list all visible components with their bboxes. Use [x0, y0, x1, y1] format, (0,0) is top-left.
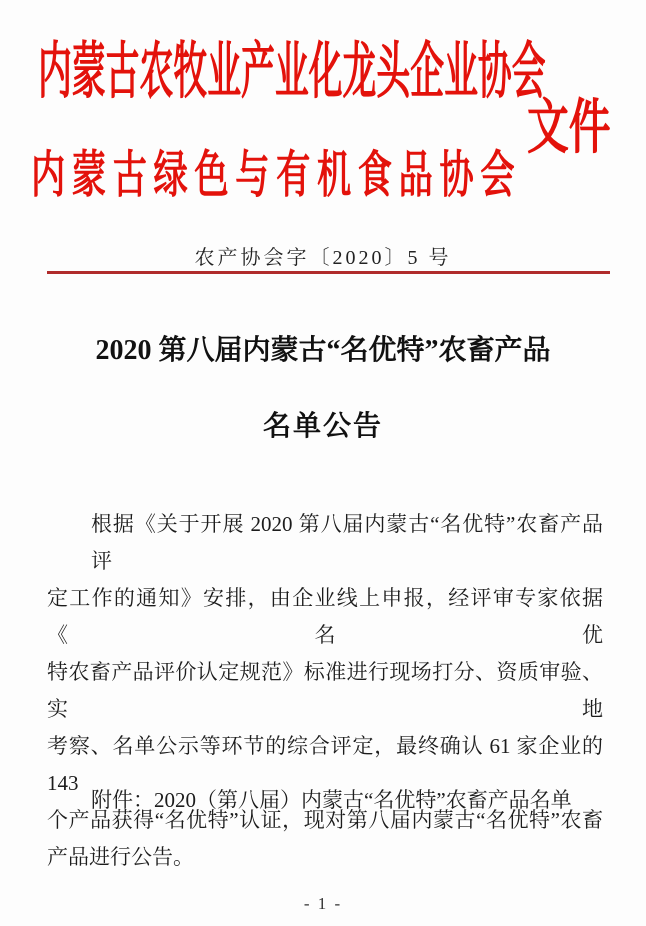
org-name-line1: 内蒙古农牧业产业化龙头企业协会 — [38, 37, 546, 106]
body-line-6: 产品进行公告。 — [47, 845, 194, 869]
page-number: - 1 - — [303, 894, 343, 913]
doc-title-line1: 2020 第八届内蒙古“名优特”农畜产品 — [95, 335, 551, 366]
doc-number: 农产协会字〔2020〕5 号 — [194, 247, 452, 269]
body-line-1: 根据《关于开展 2020 第八届内蒙古“名优特”农畜产品评 — [91, 512, 603, 573]
body-line-3: 特农畜产品评价认定规范》标准进行现场打分、资质审验、实地 — [47, 660, 603, 721]
doc-title-line2: 名单公告 — [262, 411, 383, 442]
body-line-5: 个产品获得“名优特”认证，现对第八届内蒙古“名优特”农畜 — [47, 808, 603, 832]
body-paragraph — [47, 506, 603, 876]
attachment-line: 附件：2020（第八届）内蒙古“名优特”农畜产品名单 — [91, 788, 572, 812]
red-divider-rule — [47, 271, 610, 274]
body-line-2: 定工作的通知》安排，由企业线上申报，经评审专家依据《名优 — [47, 586, 603, 647]
org-name-line2: 内蒙古绿色与有机食品协会 — [31, 147, 522, 204]
doc-type-label: 文件 — [527, 94, 611, 162]
body-line-4: 考察、名单公示等环节的综合评定，最终确认 61 家企业的 143 — [47, 734, 603, 795]
